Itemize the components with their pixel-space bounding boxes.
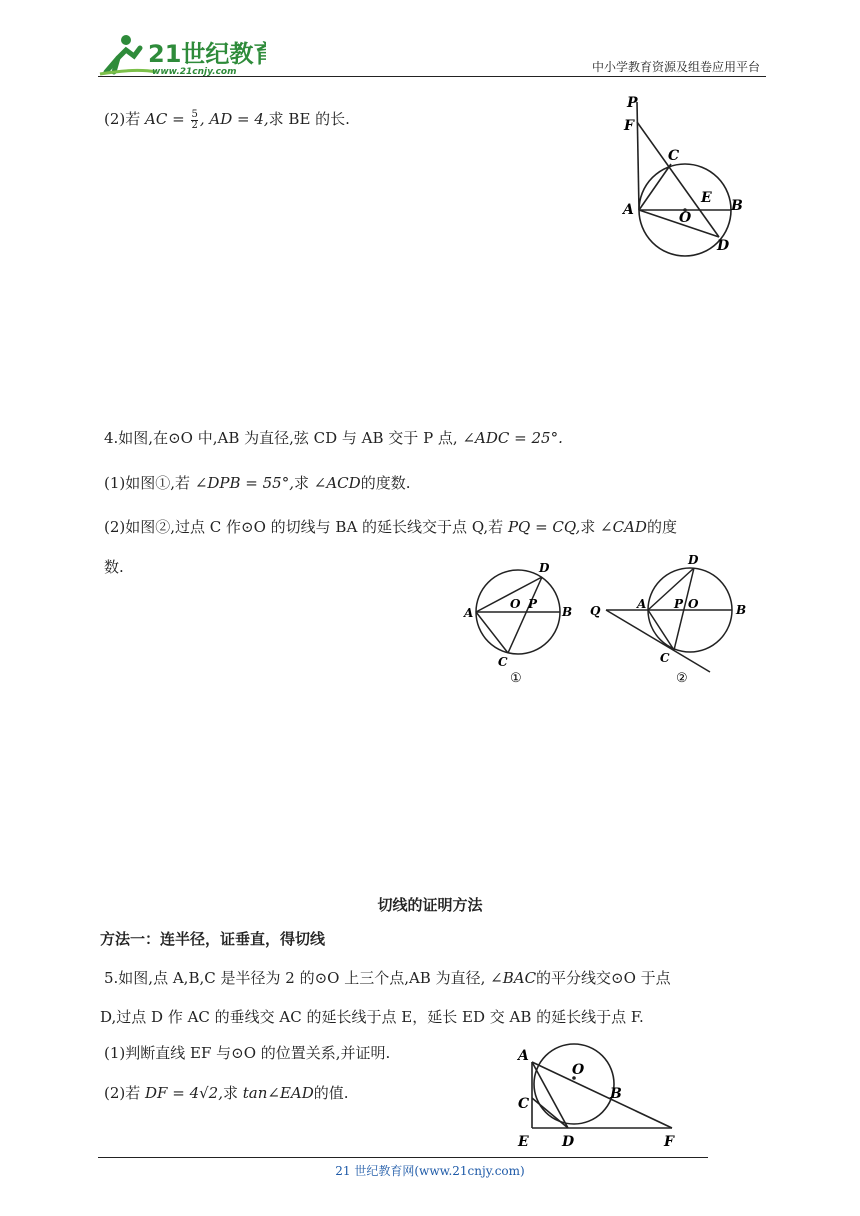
q5-stem-line2: D,过点 D 作 AC 的垂线交 AC 的延长线于点 E，延长 ED 交 AB 的延长线于点 F. (100, 1008, 644, 1026)
q4f2-label-a: A (637, 597, 647, 611)
q5-part1: (1)判断直线 EF 与⊙O 的位置关系,并证明. (104, 1044, 391, 1062)
q4f2-label-d: D (688, 554, 699, 567)
q3-label-c: C (668, 148, 680, 164)
q5-stem-line1: 5.如图,点 A,B,C 是半径为 2 的⊙O 上三个点,AB 为直径, ∠BAC的平分线交⊙O 于点 (104, 969, 671, 987)
q4f1-label-a: A (464, 606, 474, 620)
q4-figure-1 (462, 556, 582, 688)
q4f1-label-p: P (528, 597, 538, 611)
q4f1-label-c: C (498, 655, 508, 669)
platform-name: 中小学教育资源及组卷应用平台 (591, 60, 760, 74)
q4f2-caption: ② (676, 671, 688, 686)
q4f2-label-o: O (688, 597, 699, 611)
q4-part1: (1)如图①,若 ∠DPB = 55°,求 ∠ACD的度数. (104, 474, 411, 492)
q4f2-label-c: C (660, 651, 670, 665)
q3-label-p: P (627, 95, 638, 111)
q5-label-f: F (664, 1134, 674, 1150)
q4f1-label-b: B (562, 605, 573, 619)
q5-label-b: B (610, 1086, 622, 1102)
q3-label-d: D (717, 238, 730, 254)
q5-figure (512, 1036, 684, 1154)
q3-label-e: E (701, 190, 712, 206)
q4f1-label-d: D (539, 561, 550, 575)
footer-divider (98, 1157, 708, 1158)
q5-label-d: D (562, 1134, 575, 1150)
q4f2-label-q: Q (590, 604, 601, 618)
q5-label-e: E (518, 1134, 529, 1150)
site-logo (96, 28, 266, 82)
q3-label-a: A (623, 202, 634, 218)
header-divider (98, 76, 766, 77)
q4f2-label-b: B (736, 603, 747, 617)
q4f2-label-p: P (674, 597, 684, 611)
q4-figure-2 (588, 554, 753, 688)
logo-text: 21世纪教育 (148, 40, 266, 68)
section-title: 切线的证明方法 (377, 896, 483, 914)
q4f1-caption: ① (510, 671, 522, 686)
q5-label-a: A (518, 1048, 529, 1064)
q3-part2: (2)若 AC = $\frac{5}{2}$ , AD = 4,求 BE 的长. (104, 108, 350, 131)
q3-label-b: B (731, 198, 743, 214)
q3-label-f: F (624, 118, 634, 134)
q3-figure (615, 92, 750, 257)
fraction-5-2: $\frac{5}{2}$ (191, 108, 198, 131)
q3-label-o: O (679, 210, 692, 226)
q5-part2: (2)若 DF = 4√2,求 tan∠EAD的值. (104, 1084, 349, 1102)
q5-label-o: O (572, 1062, 585, 1078)
q4-part2: (2)如图②,过点 C 作⊙O 的切线与 BA 的延长线交于点 Q,若 PQ = CQ,求 ∠CAD的度 (104, 518, 677, 536)
method-one-heading: 方法一：连半径，证垂直，得切线 (100, 930, 326, 948)
q5-label-c: C (518, 1096, 530, 1112)
q4-stem: 4.如图,在⊙O 中,AB 为直径,弦 CD 与 AB 交于 P 点, ∠ADC = 25°. (104, 429, 563, 447)
logo-url: www.21cnjy.com (152, 67, 237, 77)
footer-link[interactable]: 21 世纪教育网(www.21cnjy.com) (335, 1164, 525, 1178)
q4-part2-cont: 数. (104, 558, 124, 576)
q4f1-label-o: O (510, 597, 521, 611)
